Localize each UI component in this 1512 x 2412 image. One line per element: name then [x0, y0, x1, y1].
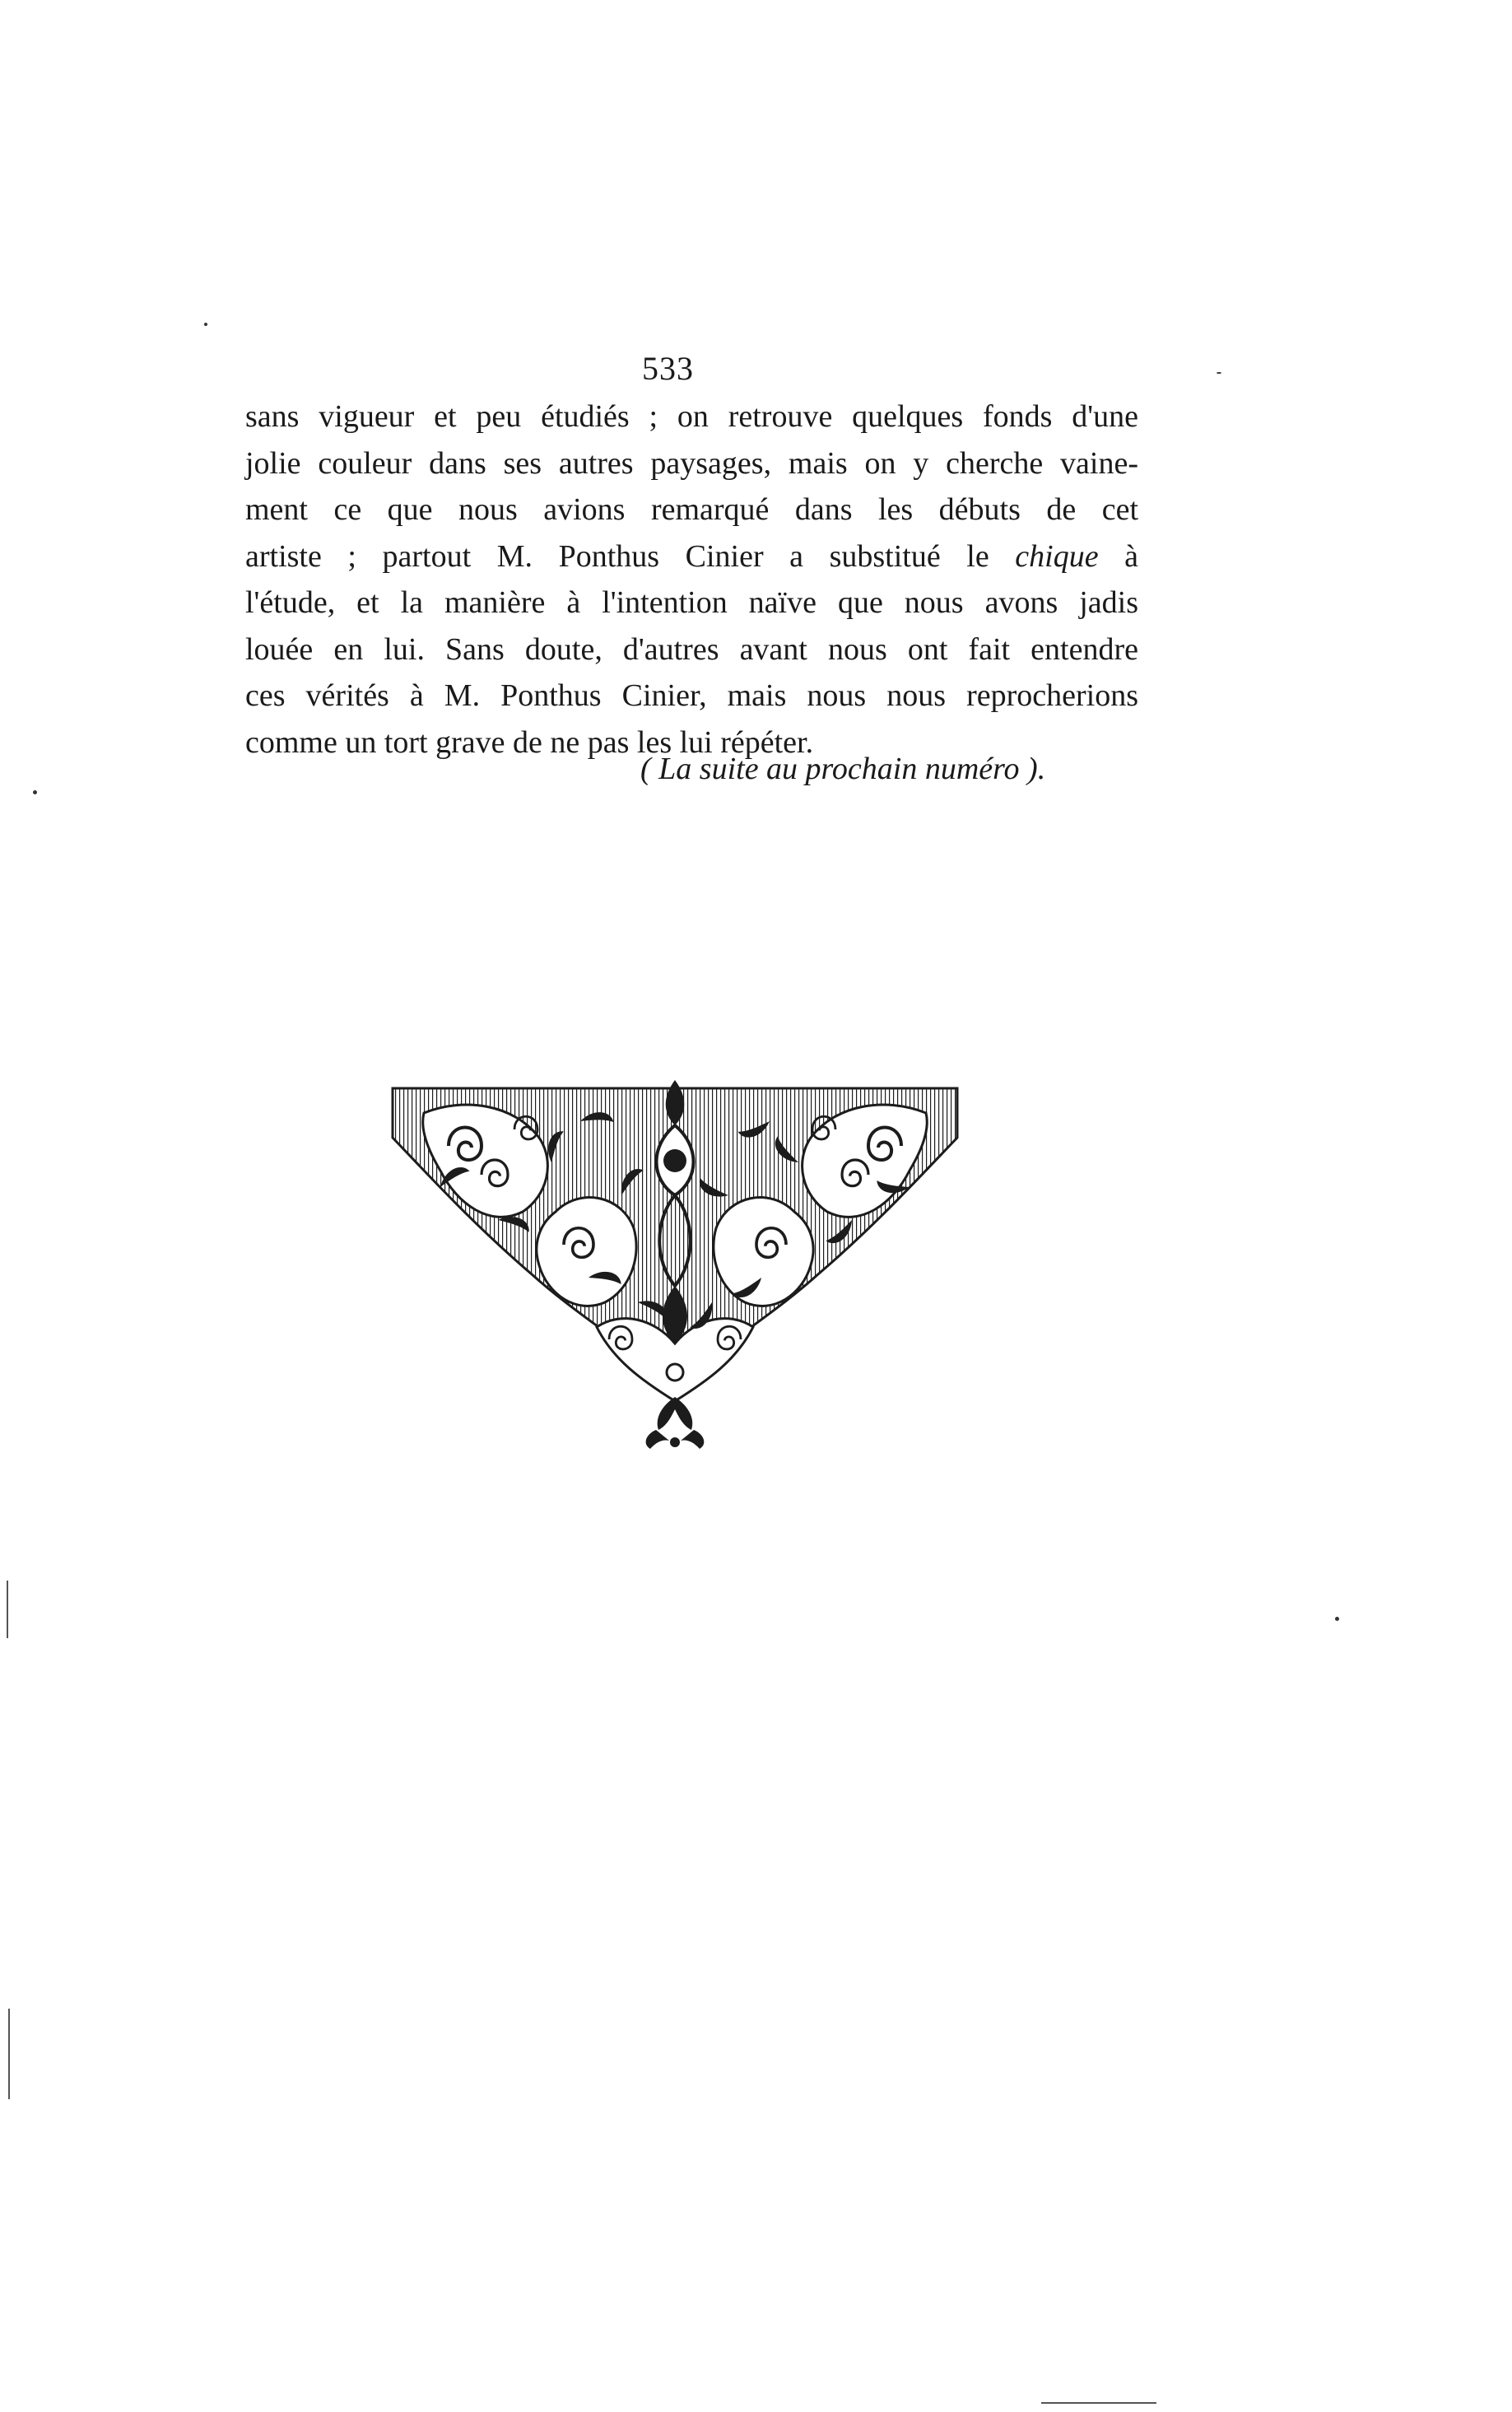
- arabesque-fleuron-icon: [391, 1080, 959, 1450]
- text-line-7: ces vérités à M. Ponthus Cinier, mais nous nous reprocherions: [245, 678, 1138, 713]
- text-line-2: jolie couleur dans ses autres paysages, mais on y cherche vaine-: [245, 445, 1138, 481]
- scan-edge-mark: [8, 2009, 10, 2099]
- scan-speck: [33, 790, 37, 794]
- body-text: [245, 393, 1138, 766]
- scan-edge-mark: [1041, 2402, 1156, 2404]
- text-line-6: louée en lui. Sans doute, d'autres avant nous ont fait entendre: [245, 631, 1138, 667]
- scan-edge-mark: [7, 1581, 8, 1638]
- text-line-3: ment ce que nous avions remarqué dans les débuts de cet: [245, 492, 1138, 527]
- scan-speck: [204, 323, 207, 326]
- text-line-4: [245, 533, 1138, 580]
- text-line-1: sans vigueur et peu étudiés ; on retrouve quelques fonds d'une: [245, 399, 1138, 434]
- text-line-4-start: artiste ; partout M. Ponthus Cinier a substitué le: [245, 538, 989, 574]
- continuation-note: ( La suite au prochain numéro ).: [640, 752, 1046, 786]
- scan-speck: [1335, 1617, 1339, 1621]
- page-number: 533: [642, 350, 694, 387]
- text-line-5: l'étude, et la manière à l'intention naïve que nous avons jadis: [245, 585, 1138, 620]
- italic-word: chique: [1015, 538, 1099, 574]
- scan-speck: [1217, 372, 1221, 374]
- text-line-4-end: à: [1124, 538, 1138, 574]
- text-line-8: comme un tort grave de ne pas les lui répéter.: [245, 724, 814, 760]
